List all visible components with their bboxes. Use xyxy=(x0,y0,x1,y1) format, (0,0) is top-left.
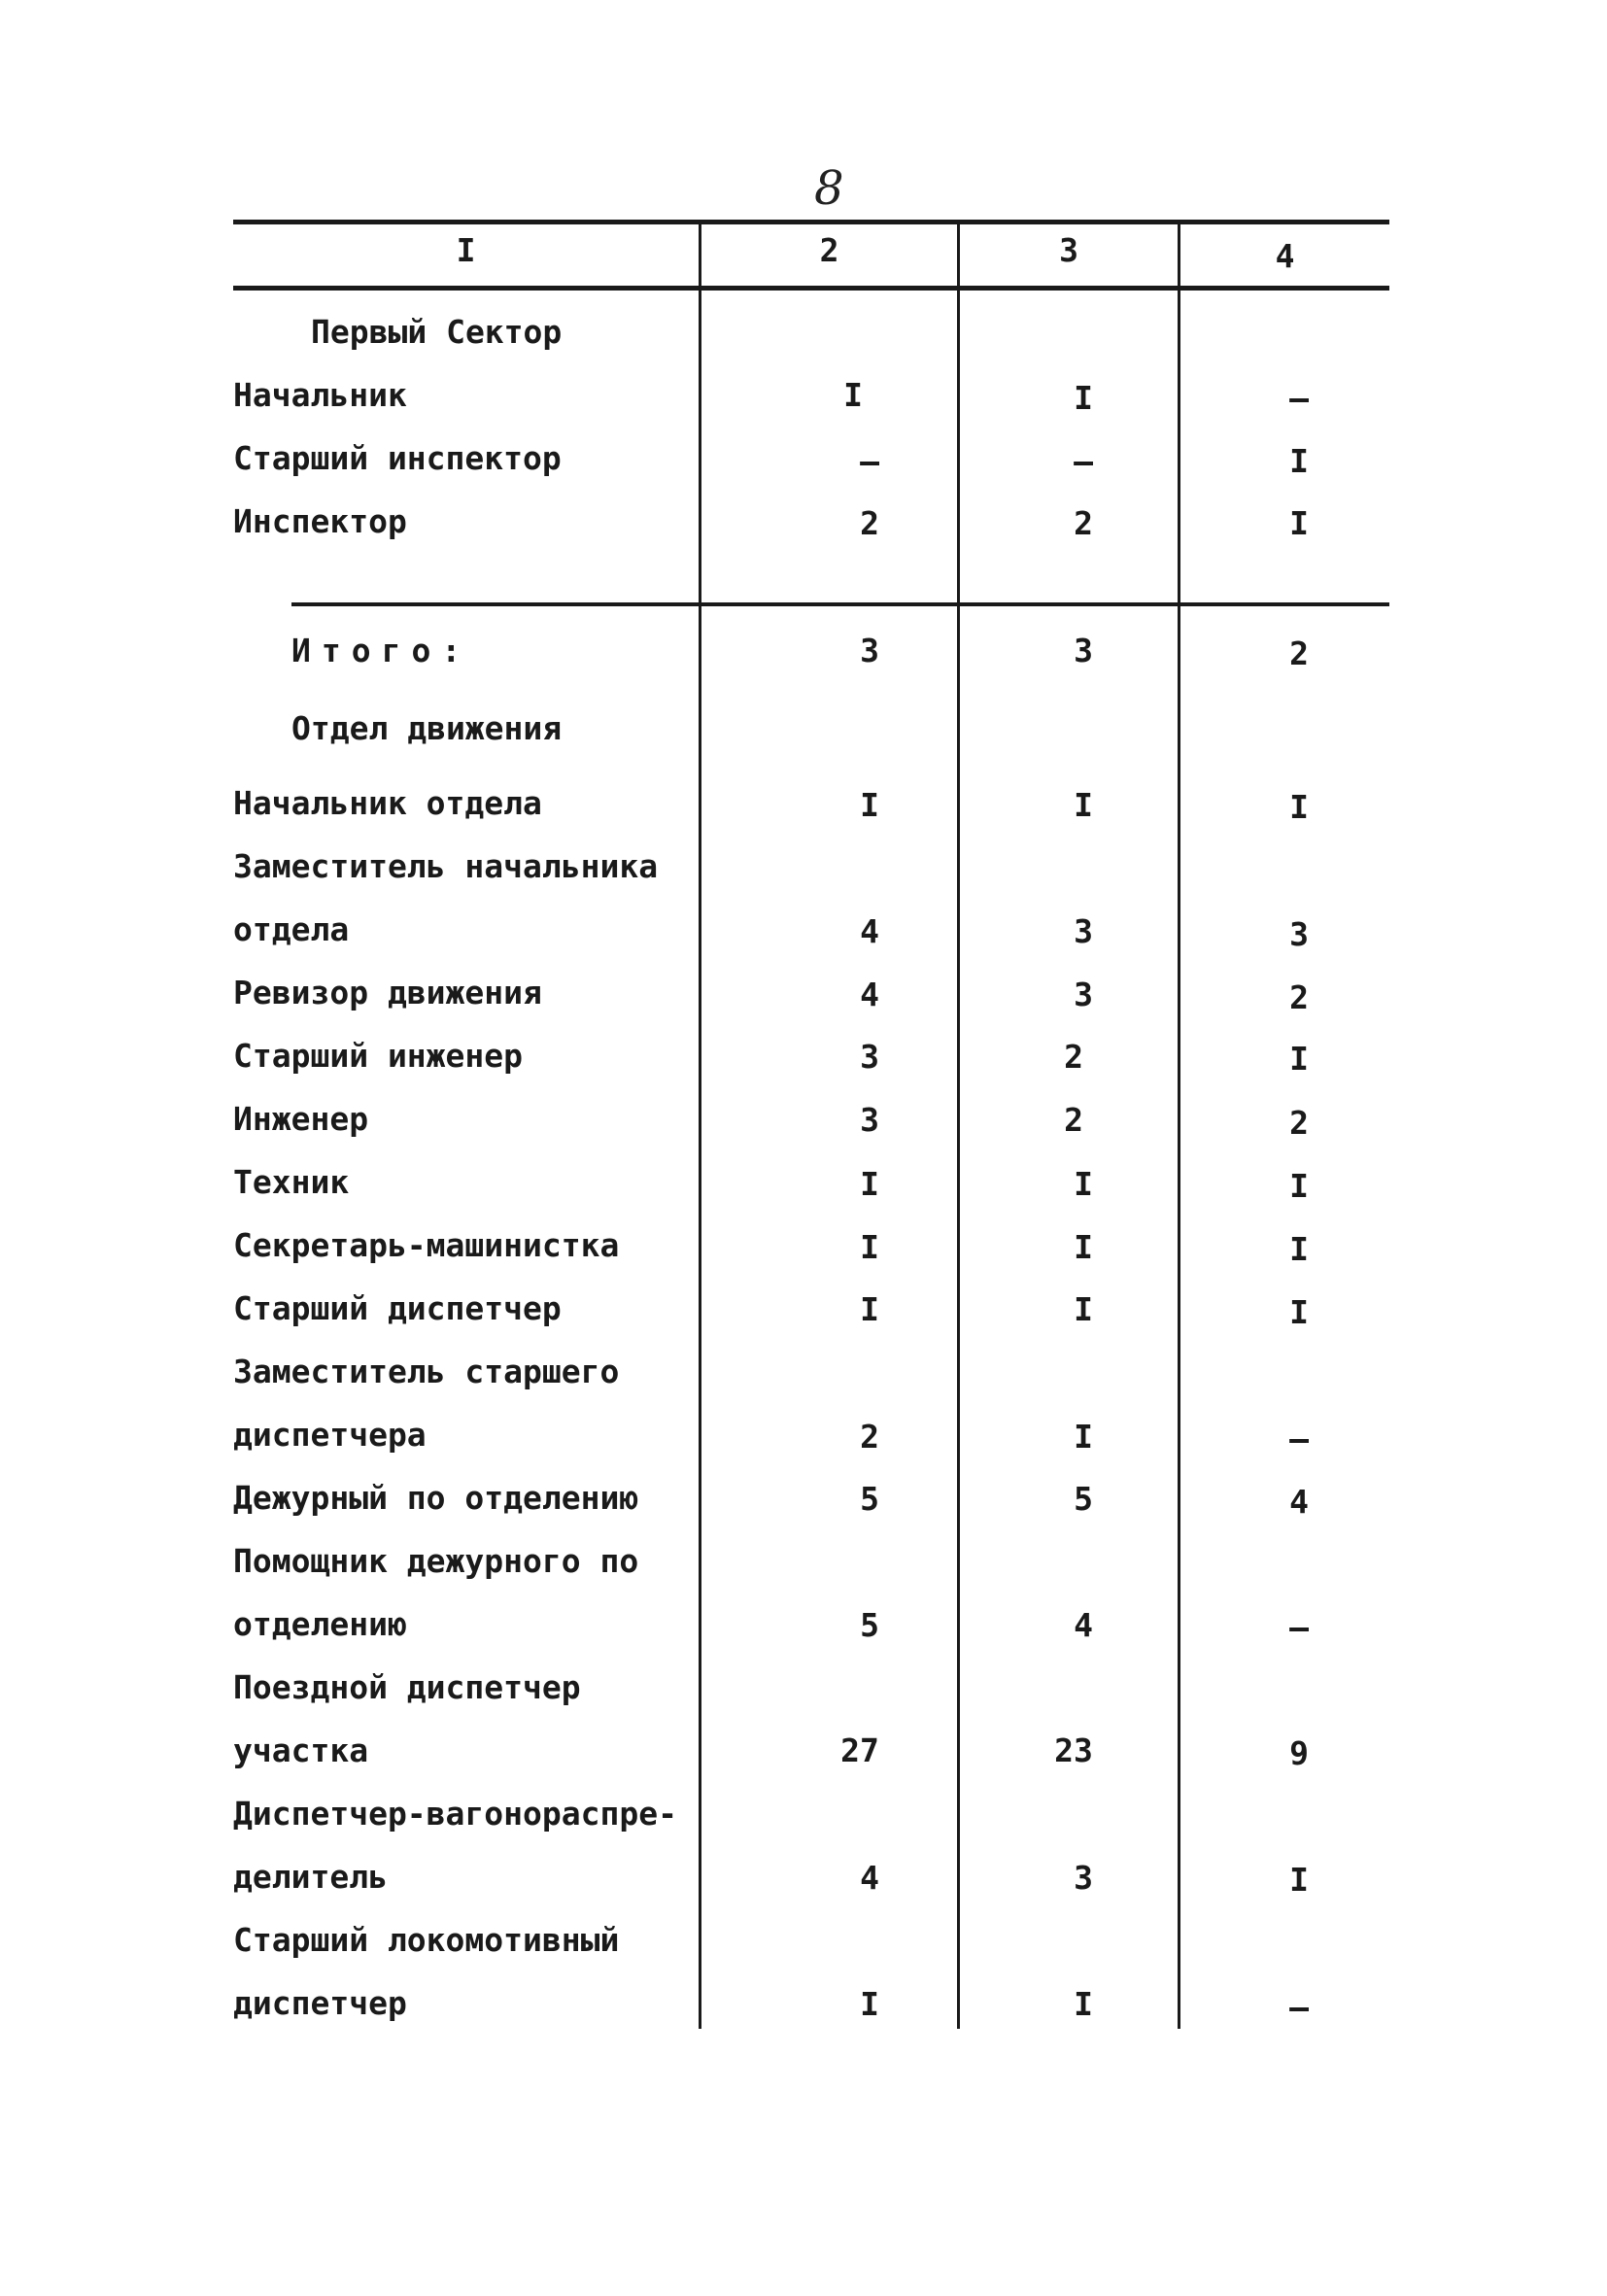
row-label: Секретарь-машинистка xyxy=(233,1226,620,1264)
cell-col-3: I xyxy=(1074,1418,1093,1456)
cell-col-4: 9 xyxy=(1289,1734,1309,1772)
page-number: 8 xyxy=(814,161,844,216)
section-title-movement-dept: Отдел движения xyxy=(291,709,563,747)
row-label: Техник xyxy=(233,1163,350,1201)
cell-col-2: I xyxy=(860,1290,879,1328)
cell-col-3: I xyxy=(1074,1985,1093,2023)
row-label: Заместитель начальника xyxy=(233,847,659,885)
row-label-continued: диспетчера xyxy=(233,1416,427,1454)
cell-col-4: 2 xyxy=(1289,978,1309,1016)
cell-col-3: 3 xyxy=(1074,912,1093,950)
cell-col-3: 3 xyxy=(1074,632,1093,669)
cell-col-4: I xyxy=(1289,788,1309,826)
cell-col-2: – xyxy=(860,442,879,480)
subtotal-rule xyxy=(291,602,1389,606)
row-label-continued: диспетчер xyxy=(233,1984,407,2022)
cell-col-2: 3 xyxy=(860,632,879,669)
cell-col-2: I xyxy=(860,786,879,824)
cell-col-3: I xyxy=(1074,1290,1093,1328)
row-label: Диспетчер-вагонораспре- xyxy=(233,1795,677,1833)
row-label-continued: отдела xyxy=(233,910,350,948)
cell-col-3: – xyxy=(1074,442,1093,480)
cell-col-2: 5 xyxy=(860,1480,879,1518)
header-col-2: 2 xyxy=(819,231,839,269)
row-label: Поездной диспетчер xyxy=(233,1668,581,1706)
cell-col-3: 2 xyxy=(1074,504,1093,542)
row-label-continued: делитель xyxy=(233,1858,388,1896)
header-col-1: I xyxy=(456,231,476,269)
cell-col-4: I xyxy=(1289,1230,1309,1268)
table-top-rule xyxy=(233,220,1389,224)
cell-col-2: 4 xyxy=(860,1859,879,1897)
row-label-continued: отделению xyxy=(233,1605,407,1643)
cell-col-4: I xyxy=(1289,442,1309,480)
cell-col-3: I xyxy=(1074,786,1093,824)
cell-col-2: I xyxy=(860,1985,879,2023)
cell-col-3: 2 xyxy=(1064,1101,1083,1139)
column-divider-2 xyxy=(957,222,960,2029)
cell-col-4: 4 xyxy=(1289,1483,1309,1521)
cell-col-2: 3 xyxy=(860,1038,879,1076)
cell-col-3: 3 xyxy=(1074,1859,1093,1897)
cell-col-3: 4 xyxy=(1074,1606,1093,1644)
cell-col-4: I xyxy=(1289,1040,1309,1078)
cell-col-2: 2 xyxy=(860,504,879,542)
cell-col-2: 3 xyxy=(860,1101,879,1139)
column-divider-1 xyxy=(699,222,701,2029)
row-label: Ревизор движения xyxy=(233,974,542,1011)
cell-col-4: – xyxy=(1289,1420,1309,1457)
cell-col-4: – xyxy=(1289,1988,1309,2026)
row-label: Инспектор xyxy=(233,502,407,540)
cell-col-3: 2 xyxy=(1064,1038,1083,1076)
column-divider-3 xyxy=(1178,222,1180,2029)
cell-col-3: 3 xyxy=(1074,976,1093,1013)
cell-col-2: I xyxy=(843,376,863,414)
row-label: Старший инспектор xyxy=(233,439,562,477)
cell-col-2: 2 xyxy=(860,1418,879,1456)
row-label: Инженер xyxy=(233,1100,369,1138)
row-label: Старший диспетчер xyxy=(233,1289,562,1327)
cell-col-4: I xyxy=(1289,1293,1309,1331)
cell-col-2: I xyxy=(860,1228,879,1266)
table-header-rule xyxy=(233,286,1389,291)
row-label: Дежурный по отделению xyxy=(233,1479,639,1517)
cell-col-2: 27 xyxy=(840,1731,879,1769)
row-label: Старший инженер xyxy=(233,1037,524,1075)
cell-col-3: I xyxy=(1074,1165,1093,1203)
cell-col-4: I xyxy=(1289,1861,1309,1899)
cell-col-4: 3 xyxy=(1289,915,1309,953)
cell-col-2: 4 xyxy=(860,912,879,950)
section-title-first-sector: Первый Сектор xyxy=(311,313,563,351)
cell-col-3: 5 xyxy=(1074,1480,1093,1518)
row-label: Помощник дежурного по xyxy=(233,1542,639,1580)
cell-col-4: – xyxy=(1289,379,1309,417)
row-label: Старший локомотивный xyxy=(233,1921,620,1959)
row-label: Начальник отдела xyxy=(233,784,542,822)
cell-col-4: 2 xyxy=(1289,1104,1309,1142)
cell-col-2: 4 xyxy=(860,976,879,1013)
cell-col-4: – xyxy=(1289,1608,1309,1646)
cell-col-2: I xyxy=(860,1165,879,1203)
cell-col-3: I xyxy=(1074,1228,1093,1266)
cell-col-3: I xyxy=(1074,379,1093,417)
cell-col-3: 23 xyxy=(1054,1731,1093,1769)
header-col-4: 4 xyxy=(1275,237,1295,275)
row-label: Заместитель старшего xyxy=(233,1353,620,1390)
total-label: Итого: xyxy=(291,632,472,669)
cell-col-4: I xyxy=(1289,504,1309,542)
row-label: Начальник xyxy=(233,376,407,414)
header-col-3: 3 xyxy=(1059,231,1078,269)
cell-col-4: 2 xyxy=(1289,634,1309,672)
cell-col-2: 5 xyxy=(860,1606,879,1644)
row-label-continued: участка xyxy=(233,1731,369,1769)
cell-col-4: I xyxy=(1289,1167,1309,1205)
